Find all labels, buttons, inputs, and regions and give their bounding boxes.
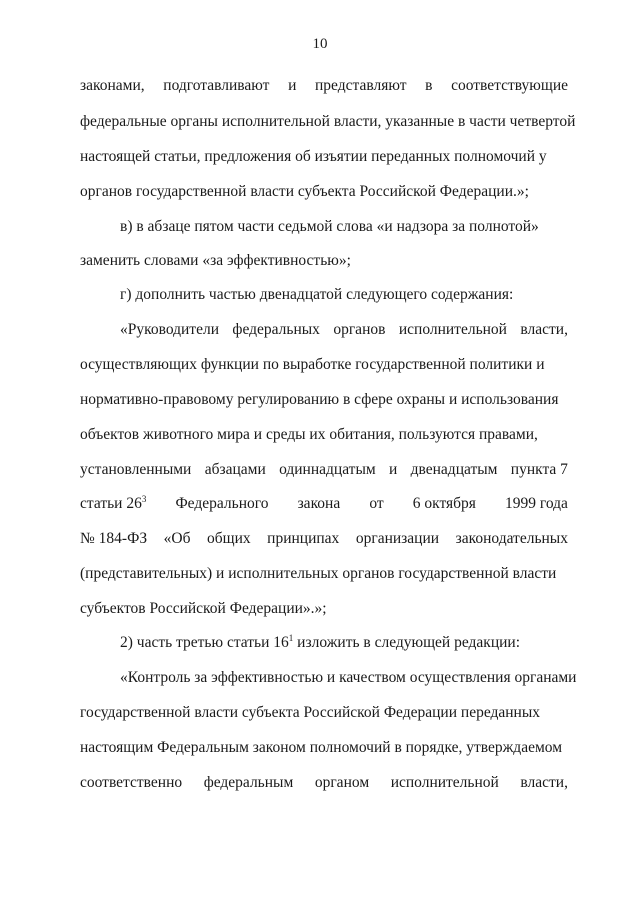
text-line [80,460,568,480]
word: в [425,77,433,94]
word: федеральных [232,321,320,338]
word: «Руководители [120,321,219,338]
text-line: (представительных) и исполнительных органов государственной власти [80,565,557,582]
text-line: настоящим Федеральным законом полномочий в порядке, утверждаемом [80,739,563,756]
text-line: «Контроль за эффективностью и качеством осуществления органами [120,669,577,686]
word: и [389,461,398,478]
word: двенадцатым [410,461,498,478]
word: органов [333,321,386,338]
word: пункта 7 [510,461,568,478]
word: представляют [315,77,407,94]
word: соответствующие [451,77,568,94]
text-line: федеральные органы исполнительной власти, указанные в части четвертой [80,113,576,130]
text-line: субъектов Российской Федерации».»; [80,600,327,617]
text-line: государственной власти субъекта Российской Федерации переданных [80,704,541,721]
text-line: г) дополнить частью двенадцатой следующего содержания: [120,286,514,303]
text-line [80,494,568,514]
word: статьи $26^3$ [80,494,147,512]
word: № 184-ФЗ [80,530,148,547]
word: 6 октября [412,495,476,512]
word: Федерального [175,495,269,512]
word: власти, [520,774,568,791]
word: «Об [163,530,191,547]
word: федеральным [203,774,294,791]
word: соответственно [80,774,183,791]
text-line: в) в абзаце пятом части седьмой слова «и надзора за полнотой» [120,218,539,235]
text-line: осуществляющих функции по выработке государственной политики и [80,356,545,373]
word: законами, [80,77,145,94]
text-line [80,320,568,340]
word: законодательных [455,530,568,547]
word: абзацами [204,461,266,478]
word: власти, [520,321,568,338]
word: исполнительной [390,774,499,791]
text-line [80,76,568,96]
word: принципах [267,530,340,547]
word: закона [297,495,341,512]
word: исполнительной [398,321,507,338]
word: установленными [80,461,192,478]
word: органом [314,774,370,791]
text-line: объектов животного мира и среды их обитания, пользуются правами, [80,426,538,443]
text-line: нормативно-правовому регулированию в сфере охраны и использования [80,391,559,408]
word: организации [355,530,440,547]
word: и [288,77,297,94]
word: одиннадцатым [279,461,376,478]
text-line: настоящей статьи, предложения об изъятии переданных полномочий у [80,148,547,165]
page-number: 10 [312,36,328,52]
text-line: 2) часть третью статьи $16^1$ изложить в следующей редакции: [120,633,521,651]
text-line [80,773,568,793]
word: от [369,495,384,512]
text-line: заменить словами «за эффективностью»; [80,252,351,269]
text-line [80,529,568,549]
text-line: органов государственной власти субъекта Российской Федерации.»; [80,183,529,200]
word: общих [207,530,251,547]
word: подготавливают [163,77,270,94]
word: 1999 года [505,495,568,512]
